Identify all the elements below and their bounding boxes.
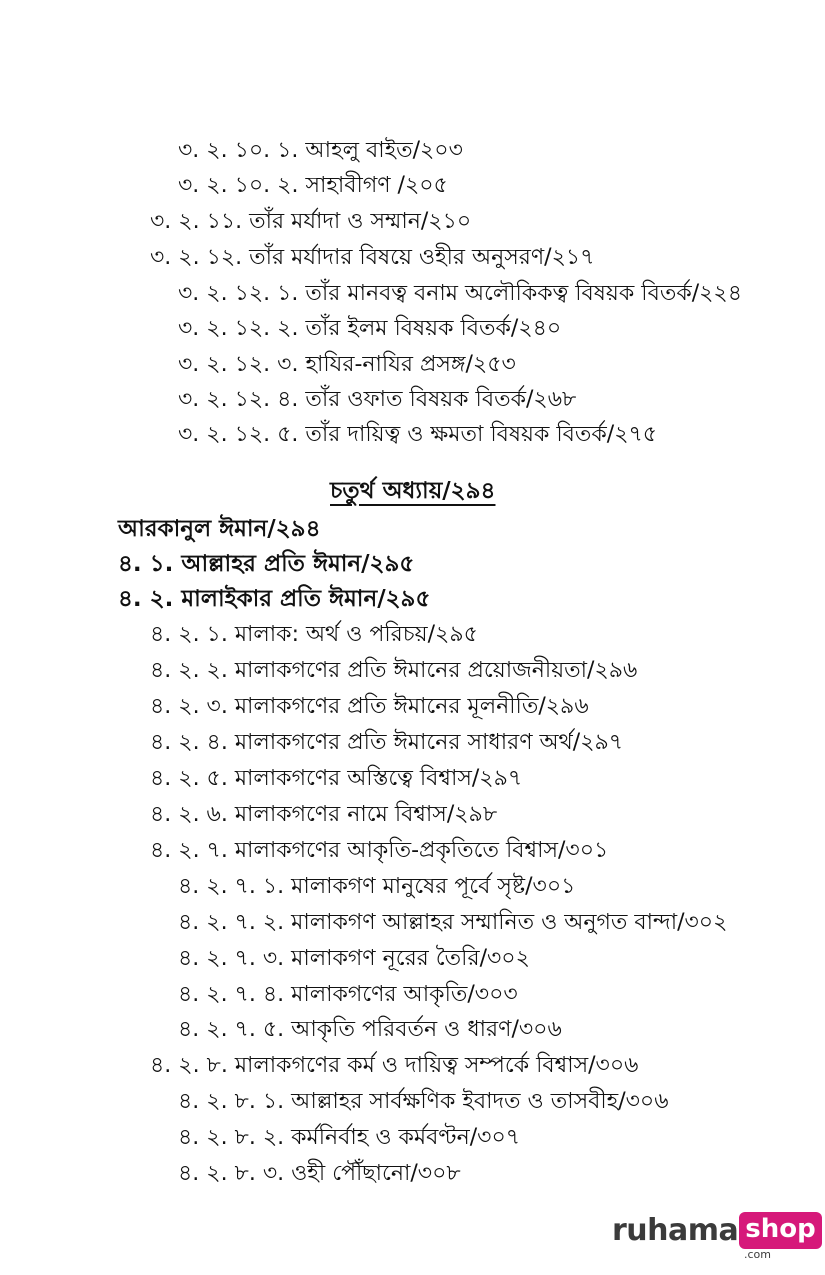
toc-entry: ৪. ২. ৬. মালাকগণের নামে বিশ্বাস/২৯৮: [150, 802, 498, 827]
toc-entry: ৪. ২. ৭. মালাকগণের আকৃতি-প্রকৃতিতে বিশ্বাস/৩০১: [150, 838, 609, 863]
logo-domain: .com: [744, 1248, 771, 1261]
toc-entry: আরকানুল ঈমান/২৯৪: [118, 516, 321, 542]
logo-shop-badge: shop: [739, 1212, 821, 1249]
toc-entry: ৩. ২. ১২. ৩. হাযির-নাযির প্রসঙ্গ/২৫৩: [178, 352, 516, 377]
toc-entry: ৪. ১. আল্লাহর প্রতি ঈমান/২৯৫: [118, 551, 415, 577]
toc-entry: ৩. ২. ১০. ১. আহলু বাইত/২০৩: [178, 138, 463, 163]
toc-entry: ৪. ২. ৭. ৪. মালাকগণের আকৃতি/৩০৩: [178, 982, 518, 1007]
toc-entry: ৪. ২. ৮. মালাকগণের কর্ম ও দায়িত্ব সম্পর্কে বিশ্বাস/৩০৬: [150, 1053, 639, 1078]
toc-entry: ৪. ২. ৫. মালাকগণের অস্তিত্বে বিশ্বাস/২৯৭: [150, 766, 523, 791]
toc-entry: ৪. ২. ৭. ১. মালাকগণ মানুষের পূর্বে সৃষ্ট/৩০১: [178, 874, 576, 899]
logo-wordmark: ruhama: [612, 1213, 739, 1248]
toc-entry: ৪. ২. ৮. ২. কর্মনির্বাহ ও কর্মবণ্টন/৩০৭: [178, 1125, 521, 1150]
toc-entry: ৩. ২. ১২. ১. তাঁর মানবত্ব বনাম অলৌকিকত্ব বিষয়ক বিতর্ক/২২৪: [178, 281, 743, 306]
toc-entry: ৪. ২. ৭. ৩. মালাকগণ নূরের তৈরি/৩০২: [178, 946, 530, 971]
toc-entry: ৩. ২. ১২. ৪. তাঁর ওফাত বিষয়ক বিতর্ক/২৬৮: [178, 387, 577, 412]
toc-entry: ৩. ২. ১২. ৫. তাঁর দায়িত্ব ও ক্ষমতা বিষয়ক বিতর্ক/২৭৫: [178, 422, 658, 447]
toc-entry: ৩. ২. ১২. তাঁর মর্যাদার বিষয়ে ওহীর অনুসরণ/২১৭: [150, 245, 595, 270]
ruhamashop-logo: [612, 1212, 822, 1261]
chapter-heading: চতুর্থ অধ্যায়/২৯৪: [330, 478, 496, 504]
toc-entry: ৪. ২. ৭. ৫. আকৃতি পরিবর্তন ও ধারণ/৩০৬: [178, 1017, 562, 1042]
toc-entry: ৩. ২. ১০. ২. সাহাবীগণ /২০৫: [178, 173, 448, 198]
toc-entry: ৪. ২. মালাইকার প্রতি ঈমান/২৯৫: [118, 586, 431, 612]
toc-entry: ৪. ২. ৭. ২. মালাকগণ আল্লাহর সম্মানিত ও অনুগত বান্দা/৩০২: [178, 910, 728, 935]
toc-entry: ৪. ২. ১. মালাক: অর্থ ও পরিচয়/২৯৫: [150, 622, 478, 647]
toc-entry: ৩. ২. ১২. ২. তাঁর ইলম বিষয়ক বিতর্ক/২৪০: [178, 316, 562, 341]
toc-entry: ৪. ২. ৮. ১. আল্লাহর সার্বক্ষণিক ইবাদত ও তাসবীহ/৩০৬: [178, 1089, 669, 1114]
toc-entry: ৩. ২. ১১. তাঁর মর্যাদা ও সম্মান/২১০: [150, 209, 472, 234]
toc-entry: ৪. ২. ৮. ৩. ওহী পৌঁছানো/৩০৮: [178, 1161, 461, 1186]
toc-entry: ৪. ২. ৪. মালাকগণের প্রতি ঈমানের সাধারণ অর্থ/২৯৭: [150, 730, 624, 755]
toc-entry: ৪. ২. ৩. মালাকগণের প্রতি ঈমানের মূলনীতি/২৯৬: [150, 694, 589, 719]
toc-entry: ৪. ২. ২. মালাকগণের প্রতি ঈমানের প্রয়োজনীয়তা/২৯৬: [150, 658, 638, 683]
